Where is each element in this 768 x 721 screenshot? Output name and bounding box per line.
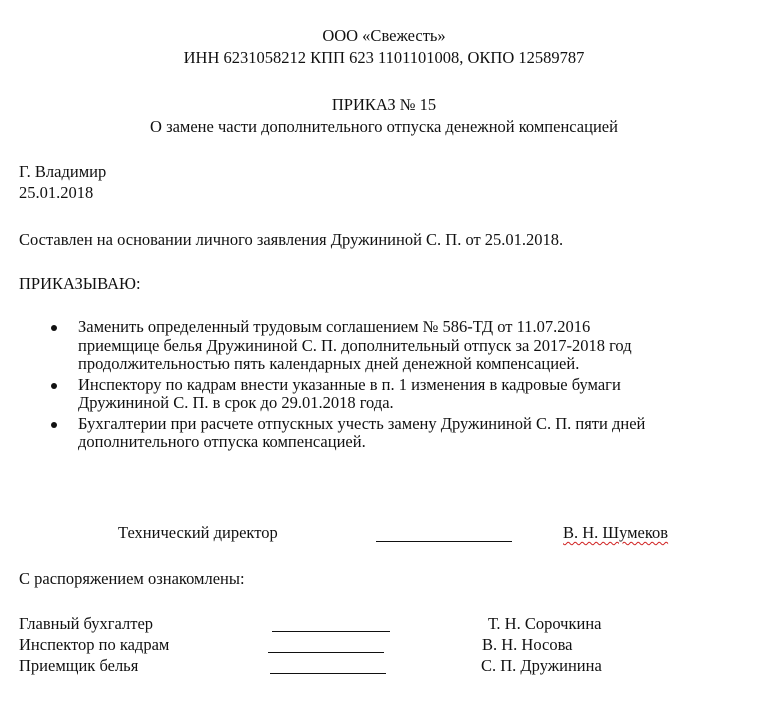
ack-position: Приемщик белья [19, 656, 139, 675]
ack-name: Т. Н. Сорочкина [488, 614, 602, 633]
bullet-icon [51, 383, 57, 389]
list-item [48, 376, 758, 413]
order-subject: О замене части дополнительного отпуска денежной компенсацией [150, 117, 618, 136]
signature-line [270, 673, 386, 674]
ack-name: С. П. Дружинина [481, 656, 602, 675]
company-name: ООО «Свежесть» [322, 26, 446, 45]
ack-position: Инспектор по кадрам [19, 635, 170, 654]
list-item [48, 415, 758, 452]
acknowledged-label: С распоряжением ознакомлены: [19, 569, 245, 588]
basis-text: Составлен на основании личного заявления Дружининой С. П. от 25.01.2018. [19, 230, 564, 249]
place: Г. Владимир [19, 162, 107, 181]
item-line: Бухгалтерии при расчете отпускных учесть замену Дружининой С. П. пяти дней [78, 413, 646, 433]
item-line: Инспектору по кадрам внести указанные в п. 1 изменения в кадровые бумаги [78, 374, 621, 394]
item-line: продолжительностью пять календарных дней денежной компенсацией. [78, 354, 580, 373]
ack-position: Главный бухгалтер [19, 614, 154, 633]
item-line: Дружининой С. П. в срок до 29.01.2018 года. [78, 393, 394, 412]
item-line: Заменить определенный трудовым соглашением № 586-ТД от 11.07.2016 [78, 317, 591, 336]
signatory-name: В. Н. Шумеков [563, 523, 669, 542]
company-requisites: ИНН 6231058212 КПП 623 1101101008, ОКПО 12589787 [183, 48, 585, 67]
item-line: приемщице белья Дружининой С. П. дополнительный отпуск за 2017-2018 год [78, 335, 632, 355]
signatory-position: Технический директор [118, 523, 278, 542]
order-items-list [48, 318, 758, 454]
bullet-icon [51, 325, 57, 331]
signature-line [268, 652, 384, 653]
signature-line [272, 631, 390, 632]
ack-name: В. Н. Носова [482, 635, 573, 654]
order-word: ПРИКАЗЫВАЮ: [19, 274, 141, 293]
list-item [48, 318, 758, 374]
item-line: дополнительного отпуска компенсацией. [78, 432, 366, 451]
signature-line [376, 541, 512, 542]
bullet-icon [51, 422, 57, 428]
date: 25.01.2018 [19, 183, 94, 202]
order-title: ПРИКАЗ № 15 [331, 95, 437, 114]
